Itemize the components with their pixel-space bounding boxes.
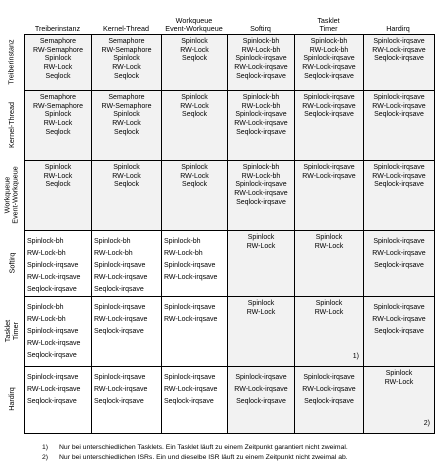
lock-type-label: RW-Lock-irqsave — [302, 102, 356, 110]
footnote-marker: 1) — [42, 444, 49, 451]
cell-lock-list — [366, 38, 432, 64]
lock-type-label: Spinlock-irqsave — [27, 374, 79, 381]
row-header-workqueue — [0, 160, 24, 230]
cell-lock-list — [94, 94, 159, 138]
lock-type-label: RW-Lock — [246, 308, 276, 316]
matrix-cell — [295, 161, 364, 231]
lock-type-label: RW-Lock-irqsave — [94, 274, 148, 281]
lock-type-label: RW-Lock-bh — [241, 172, 281, 180]
matrix-cell — [228, 91, 295, 161]
lock-type-label: Spinlock — [315, 234, 343, 241]
cell-lock-list — [297, 164, 361, 181]
lock-type-label: RW-Lock-bh — [27, 250, 66, 257]
footnote-text: Nur bei unterschiedlichen ISRs. Ein und dieselbe ISR läuft zu einem Zeitpunkt nicht zweimal ab. — [59, 453, 348, 461]
column-header-treiberinstanz: Treiberinstanz — [34, 24, 81, 33]
lock-type-label: Seqlock-irqsave — [27, 352, 77, 359]
lock-matrix-grid — [24, 34, 435, 434]
lock-type-label: Seqlock-irqsave — [94, 286, 144, 293]
lock-type-label: Seqlock — [45, 128, 71, 136]
lock-type-label: RW-Lock — [43, 120, 73, 128]
matrix-cell — [364, 35, 434, 91]
lock-type-label: RW-Lock-irqsave — [27, 386, 81, 393]
row-header-kernel-thread — [0, 90, 24, 160]
row-header-label: Tasklet Timer — [3, 319, 20, 343]
matrix-cell — [25, 35, 92, 91]
lock-type-label: Semaphore — [39, 94, 77, 101]
lock-type-label: Spinlock-irqsave — [303, 55, 355, 63]
lock-type-label: RW-Lock-bh — [309, 46, 349, 54]
column-header-tasklet-timer: Tasklet Timer — [317, 16, 340, 33]
matrix-cell — [162, 91, 228, 161]
cell-lock-list — [366, 94, 432, 120]
lock-type-label: Spinlock-irqsave — [373, 38, 425, 45]
matrix-cell — [162, 35, 228, 91]
lock-type-label: Spinlock — [113, 164, 140, 171]
row-header-label: Softirq — [7, 252, 16, 274]
cell-lock-list — [230, 300, 292, 317]
lock-type-label: Spinlock-irqsave — [373, 304, 425, 311]
lock-type-label: Seqlock-irqsave — [164, 398, 214, 405]
column-header-hardirq: Hardirq — [386, 24, 410, 33]
lock-type-label: Spinlock — [181, 164, 208, 171]
lock-type-label: Spinlock-irqsave — [235, 181, 287, 189]
matrix-cell — [25, 231, 92, 297]
row-header-treiberinstanz — [0, 34, 24, 90]
column-header-kernel-thread: Kernel-Thread — [103, 24, 149, 33]
lock-type-label: RW-Semaphore — [101, 102, 152, 110]
column-header-softirq: Softirq — [250, 24, 271, 33]
row-header-hardirq — [0, 366, 24, 432]
matrix-cell — [92, 367, 162, 433]
cell-lock-list — [230, 234, 292, 251]
cell-lock-list — [366, 370, 432, 387]
lock-type-label: Seqlock — [114, 181, 139, 189]
cell-lock-list — [164, 94, 225, 120]
lock-type-label: Seqlock — [114, 128, 139, 136]
matrix-cell — [92, 161, 162, 231]
lock-type-label: Seqlock — [45, 181, 71, 189]
lock-type-label: RW-Lock — [112, 120, 141, 128]
lock-type-label: Seqlock-irqsave — [374, 328, 424, 335]
lock-type-label: Seqlock-irqsave — [27, 398, 77, 405]
cell-lock-list — [27, 370, 89, 408]
lock-type-label: RW-Lock-irqsave — [302, 172, 356, 180]
lock-type-label: Spinlock-bh — [310, 38, 348, 45]
matrix-cell — [162, 161, 228, 231]
lock-type-label: Spinlock — [113, 111, 140, 119]
lock-type-label: RW-Semaphore — [101, 46, 152, 54]
lock-type-label: RW-Lock-irqsave — [372, 46, 426, 54]
lock-type-label: RW-Lock — [180, 172, 209, 180]
footnote-reference: 2) — [423, 420, 430, 428]
matrix-cell — [162, 367, 228, 433]
lock-type-label: Seqlock-irqsave — [94, 398, 144, 405]
row-header-tasklet-timer — [0, 296, 24, 366]
cell-lock-list — [366, 234, 432, 272]
cell-lock-list — [366, 164, 432, 190]
footnote-text: Nur bei unterschiedlichen Tasklets. Ein Tasklet läuft zu einem Zeitpunkt garantiert nicht zweimal. — [59, 444, 348, 451]
lock-type-label: Spinlock — [44, 164, 72, 171]
footnote-reference: 1) — [352, 353, 359, 361]
lock-type-label: Seqlock-irqsave — [304, 398, 354, 405]
lock-type-label: Seqlock — [182, 181, 207, 189]
lock-type-label: RW-Lock — [180, 46, 209, 54]
lock-type-label: Seqlock-irqsave — [27, 286, 77, 293]
lock-type-label: Spinlock-bh — [27, 238, 64, 245]
lock-type-label: Seqlock-irqsave — [304, 111, 354, 119]
lock-type-label: RW-Lock — [43, 172, 73, 180]
lock-type-label: Spinlock — [247, 300, 275, 307]
cell-lock-list — [230, 164, 292, 208]
lock-type-label: Spinlock-irqsave — [94, 374, 146, 381]
matrix-cell — [228, 161, 295, 231]
matrix-cell — [92, 35, 162, 91]
matrix-cell — [25, 161, 92, 231]
lock-type-label: Seqlock — [182, 55, 207, 63]
matrix-cell — [295, 91, 364, 161]
matrix-cell — [228, 35, 295, 91]
cell-lock-list — [27, 164, 89, 190]
matrix-cell — [25, 297, 92, 367]
lock-type-label: Spinlock-irqsave — [164, 304, 216, 311]
matrix-cell — [364, 367, 434, 433]
lock-type-label: Spinlock-bh — [242, 38, 280, 45]
lock-type-label: RW-Lock-irqsave — [372, 102, 426, 110]
lock-type-label: RW-Lock — [180, 102, 209, 110]
lock-type-label: Semaphore — [108, 38, 145, 45]
lock-type-label: RW-Lock — [112, 172, 141, 180]
lock-type-label: Seqlock-irqsave — [374, 111, 424, 119]
matrix-cell — [228, 231, 295, 297]
lock-type-label: RW-Lock-irqsave — [164, 316, 218, 323]
lock-type-label: RW-Lock-irqsave — [27, 274, 81, 281]
cell-lock-list — [297, 370, 361, 408]
lock-type-label: Seqlock-irqsave — [94, 328, 144, 335]
lock-type-label: RW-Lock — [43, 64, 73, 72]
cell-lock-list — [27, 38, 89, 82]
lock-type-label: Spinlock-irqsave — [27, 262, 79, 269]
lock-type-label: Seqlock-irqsave — [236, 398, 286, 405]
footnote-1 — [42, 443, 437, 453]
cell-lock-list — [164, 370, 225, 408]
matrix-cell — [162, 297, 228, 367]
row-header-label: Treiberinstanz — [7, 39, 16, 85]
lock-type-label: RW-Lock-bh — [241, 46, 281, 54]
cell-lock-list — [297, 94, 361, 120]
lock-type-label: Spinlock-irqsave — [164, 374, 216, 381]
matrix-cell — [92, 297, 162, 367]
lock-type-label: Spinlock-irqsave — [303, 374, 355, 381]
cell-lock-list — [297, 38, 361, 82]
lock-type-label: RW-Lock — [384, 378, 414, 386]
matrix-cell — [364, 231, 434, 297]
cell-lock-list — [27, 94, 89, 138]
lock-type-label: Semaphore — [108, 94, 145, 101]
lock-type-label: RW-Lock-irqsave — [302, 386, 356, 393]
lock-type-label: Spinlock-irqsave — [235, 111, 287, 119]
lock-type-label: RW-Lock — [314, 242, 344, 250]
lock-type-label: Spinlock-irqsave — [303, 94, 355, 101]
row-header-label: Kernel-Thread — [7, 102, 17, 148]
lock-type-label: RW-Lock-irqsave — [94, 386, 148, 393]
matrix-cell — [295, 367, 364, 433]
footnote-marker: 2) — [42, 453, 49, 461]
matrix-cell — [364, 161, 434, 231]
lock-type-label: RW-Lock-bh — [241, 102, 281, 110]
lock-type-label: Spinlock — [247, 234, 275, 241]
matrix-cell — [92, 231, 162, 297]
lock-type-label: Seqlock-irqsave — [374, 55, 424, 63]
lock-type-label: RW-Lock-irqsave — [164, 274, 218, 281]
cell-lock-list — [27, 234, 89, 296]
lock-type-label: RW-Lock-irqsave — [27, 340, 81, 347]
matrix-cell — [295, 297, 364, 367]
cell-lock-list — [94, 234, 159, 296]
cell-lock-list — [94, 300, 159, 338]
cell-lock-list — [27, 300, 89, 362]
lock-type-label: Spinlock-bh — [242, 94, 280, 101]
cell-lock-list — [230, 94, 292, 138]
lock-type-label: Spinlock-irqsave — [94, 304, 146, 311]
lock-type-label: Spinlock-bh — [94, 238, 131, 245]
cell-lock-list — [164, 38, 225, 64]
footnotes — [42, 443, 437, 462]
cell-lock-list — [164, 300, 225, 326]
lock-type-label: RW-Lock-irqsave — [234, 190, 288, 198]
lock-type-label: RW-Lock-bh — [27, 316, 66, 323]
lock-type-label: RW-Semaphore — [33, 102, 83, 110]
lock-type-label: Spinlock-bh — [164, 238, 201, 245]
row-header-label: Hardirq — [6, 387, 16, 411]
lock-type-label: RW-Lock — [246, 242, 276, 250]
lock-type-label: Spinlock-irqsave — [164, 262, 216, 269]
lock-type-label: RW-Lock — [112, 64, 141, 72]
lock-type-label: RW-Lock — [314, 308, 344, 316]
lock-type-label: Seqlock-irqsave — [236, 128, 286, 136]
lock-type-label: Spinlock — [385, 370, 413, 377]
lock-type-label: Seqlock-irqsave — [304, 72, 354, 80]
lock-type-label: Spinlock-irqsave — [94, 262, 146, 269]
matrix-cell — [25, 367, 92, 433]
lock-type-label: RW-Lock-irqsave — [234, 386, 288, 393]
lock-type-label: RW-Lock-irqsave — [164, 386, 218, 393]
lock-type-label: Spinlock-irqsave — [27, 328, 79, 335]
lock-type-label: Seqlock — [45, 72, 71, 80]
lock-type-label: RW-Lock-irqsave — [372, 316, 426, 323]
lock-type-label: Spinlock-irqsave — [235, 374, 287, 381]
lock-type-label: Spinlock — [315, 300, 343, 307]
row-header-softirq — [0, 230, 24, 296]
lock-type-label: Seqlock — [114, 72, 139, 80]
lock-type-label: Seqlock-irqsave — [374, 262, 424, 269]
lock-type-label: Seqlock-irqsave — [236, 198, 286, 206]
lock-type-label: Spinlock — [44, 55, 72, 63]
cell-lock-list — [94, 370, 159, 408]
lock-type-label: Spinlock — [181, 38, 208, 45]
lock-type-label: RW-Lock-bh — [94, 250, 133, 257]
lock-type-label: Spinlock-bh — [27, 304, 64, 311]
matrix-cell — [295, 35, 364, 91]
lock-type-label: RW-Lock-irqsave — [234, 120, 288, 128]
cell-lock-list — [366, 300, 432, 338]
footnote-2 — [42, 453, 437, 463]
matrix-cell — [162, 231, 228, 297]
lock-type-label: RW-Lock-bh — [164, 250, 203, 257]
matrix-cell — [228, 297, 295, 367]
lock-type-label: Spinlock-irqsave — [373, 164, 425, 171]
cell-lock-list — [230, 38, 292, 82]
matrix-cell — [25, 91, 92, 161]
lock-type-label: Spinlock-irqsave — [373, 94, 425, 101]
lock-type-label: Spinlock — [181, 94, 208, 101]
matrix-cell — [364, 91, 434, 161]
lock-type-label: Spinlock — [44, 111, 72, 119]
column-header-workqueue: Workqueue Event-Workqueue — [165, 16, 223, 33]
lock-type-label: Spinlock-irqsave — [373, 238, 425, 245]
lock-type-label: Spinlock-irqsave — [303, 164, 355, 171]
matrix-cell — [228, 367, 295, 433]
lock-type-label: Spinlock-bh — [242, 164, 280, 171]
matrix-cell — [364, 297, 434, 367]
lock-type-label: RW-Lock-irqsave — [372, 250, 426, 257]
cell-lock-list — [94, 164, 159, 190]
lock-type-label: RW-Lock-irqsave — [234, 64, 288, 72]
lock-type-label: RW-Semaphore — [33, 46, 83, 54]
matrix-cell — [295, 231, 364, 297]
lock-type-label: RW-Lock-irqsave — [302, 64, 356, 72]
cell-lock-list — [164, 234, 225, 284]
lock-type-label: Seqlock — [182, 111, 207, 119]
row-header-label: Workqueue Event-Workqueue — [3, 166, 20, 224]
lock-type-label: Spinlock-irqsave — [235, 55, 287, 63]
lock-type-label: RW-Lock-irqsave — [372, 172, 426, 180]
lock-type-label: Spinlock — [113, 55, 140, 63]
lock-type-label: Seqlock-irqsave — [236, 72, 286, 80]
cell-lock-list — [94, 38, 159, 82]
lock-type-label: Semaphore — [39, 38, 77, 45]
cell-lock-list — [297, 300, 361, 317]
cell-lock-list — [164, 164, 225, 190]
matrix-cell — [92, 91, 162, 161]
cell-lock-list — [230, 370, 292, 408]
lock-type-label: RW-Lock-irqsave — [94, 316, 148, 323]
lock-type-label: Seqlock-irqsave — [374, 181, 424, 189]
cell-lock-list — [297, 234, 361, 251]
